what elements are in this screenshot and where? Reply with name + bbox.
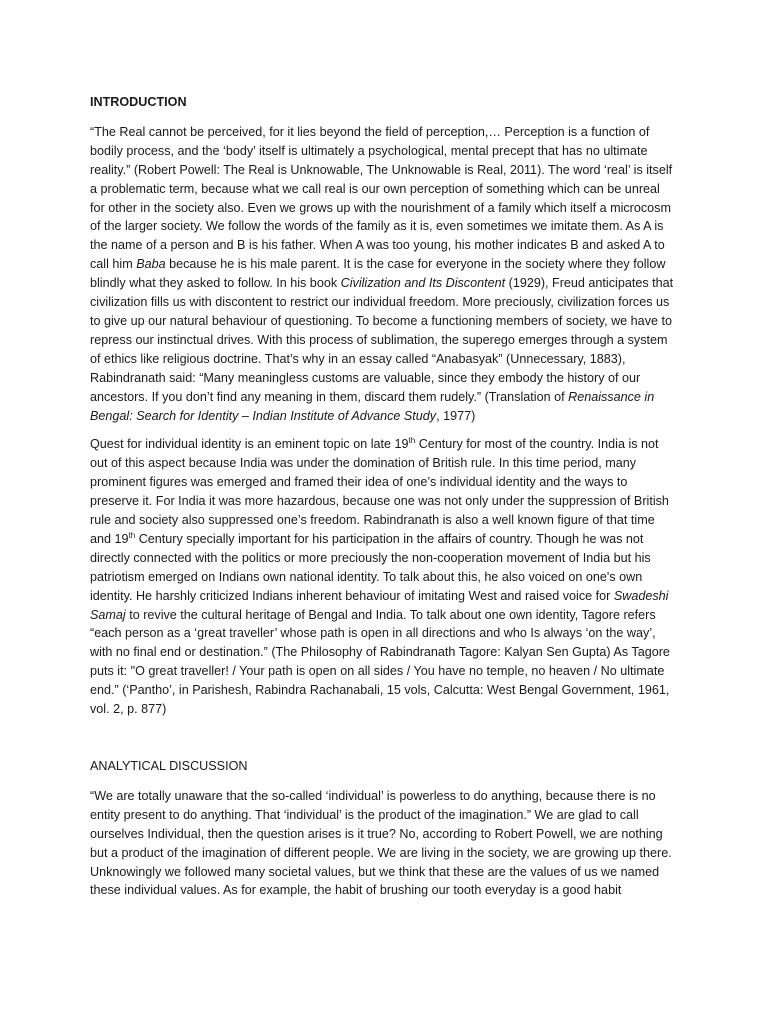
superscript-th: th xyxy=(128,530,136,540)
paragraph-introduction-2: Quest for individual identity is an eminent topic on late 19th Century for most of the country. India is not out of this aspect because India was under the domination of British rule. In this time period, many prominent figures was emerged and framed their idea of one’s individual identity and the ways to preserve it. For India it was more hazardous, because one was not only under the suppression of British rule and society also suppressed one’s freedom. Rabindranath is also a well known figure of that time and 19th Century specially important for his participation in the affairs of country. Though he was not directly connected with the politics or more preciously the non-cooperation movement of India but his patriotism emerged on Indians own national identity. To talk about this, he also voiced on one's own identity. He harshly criticized Indians inherent behaviour of imitating West and raised voice for Swadeshi Samaj to revive the cultural heritage of Bengal and India. To talk about one own identity, Tagore refers “each person as a ‘great traveller’ whose path is open in all directions and who Is always ‘on the way’, with no final end or destination.” (The Philosophy of Rabindranath Tagore: Kalyan Sen Gupta) As Tagore puts it: "O great traveller! / Your path is open on all sides / You have no temple, no heaven / No ultimate end.” (‘Pantho’, in Parishesh, Rabindra Rachanabali, 15 vols, Calcutta: West Bengal Government, 1961, vol. 2, p. 877) xyxy=(90,436,670,717)
italic-term-baba: Baba xyxy=(136,257,166,272)
book-title-civilization: Civilization and Its Discontent xyxy=(340,276,506,291)
paragraph-analysis-1: “We are totally unaware that the so-called ‘individual’ is powerless to do anything, because there is no entity present to do anything. That ‘individual’ is the product of the imagination.” We are glad to call ourselves Individual, then the question arises is it true? No, according to Robert Powell, we are nothing but a product of the imagination of different people. We are living in the society, we are growing up there. Unknowingly we followed many societal values, but we think that these are the values of us we named these individual values. As for example, the habit of brushing our tooth everyday is a good habit xyxy=(90,788,672,898)
document-page xyxy=(90,93,676,910)
italic-term-swadeshi-samaj: Swadeshi Samaj xyxy=(90,588,669,622)
superscript-th: th xyxy=(408,436,416,446)
section-heading-analytical-discussion: ANALYTICAL DISCUSSION xyxy=(90,759,248,773)
section-spacer xyxy=(90,729,676,757)
paragraph-introduction-1: “The Real cannot be perceived, for it lies beyond the field of perception,… Perception is a function of bodily process, and the ‘body’ itself is ultimately a psychological, mental precept that has no ultimate reality.” (Robert Powell: The Real is Unknowable, The Unknowable is Real, 2011). The word ‘real’ is itself a problematic term, because what we call real is our own perception of something which can be unreal for other in the society also. Even we grows up with the nourishment of a family which itself a microcosm of the larger society. We follow the words of the family as it is, even sometimes we imitate them. As A is the name of a person and B is his father. When A was too young, his mother indicates B and asked A to call him Baba because he is his male parent. It is the case for everyone in the society where they follow blindly what they asked to follow. In his book Civilization and Its Discontent (1929), Freud anticipates that civilization fills us with discontent to restrict our individual freedom. More preciously, civilization forces us to give up our natural behaviour of questioning. To become a functioning members of society, we have to repress our instinctual drives. With this process of sublimation, the superego emerges through a system of ethics like religious doctrine. That’s why in an essay called “Anabasyak” (Unnecessary, 1883), Rabindranath said: “Many meaningless customs are valuable, since they embody the history of our ancestors. If you don’t find any meaning in them, discard them rudely.” (Translation of Renaissance in Bengal: Search for Identity – Indian Institute of Advance Study, 1977) xyxy=(90,124,674,423)
book-title-renaissance: Renaissance in Bengal: Search for Identity – Indian Institute of Advance Study xyxy=(90,389,655,423)
section-heading-introduction: INTRODUCTION xyxy=(90,95,187,109)
